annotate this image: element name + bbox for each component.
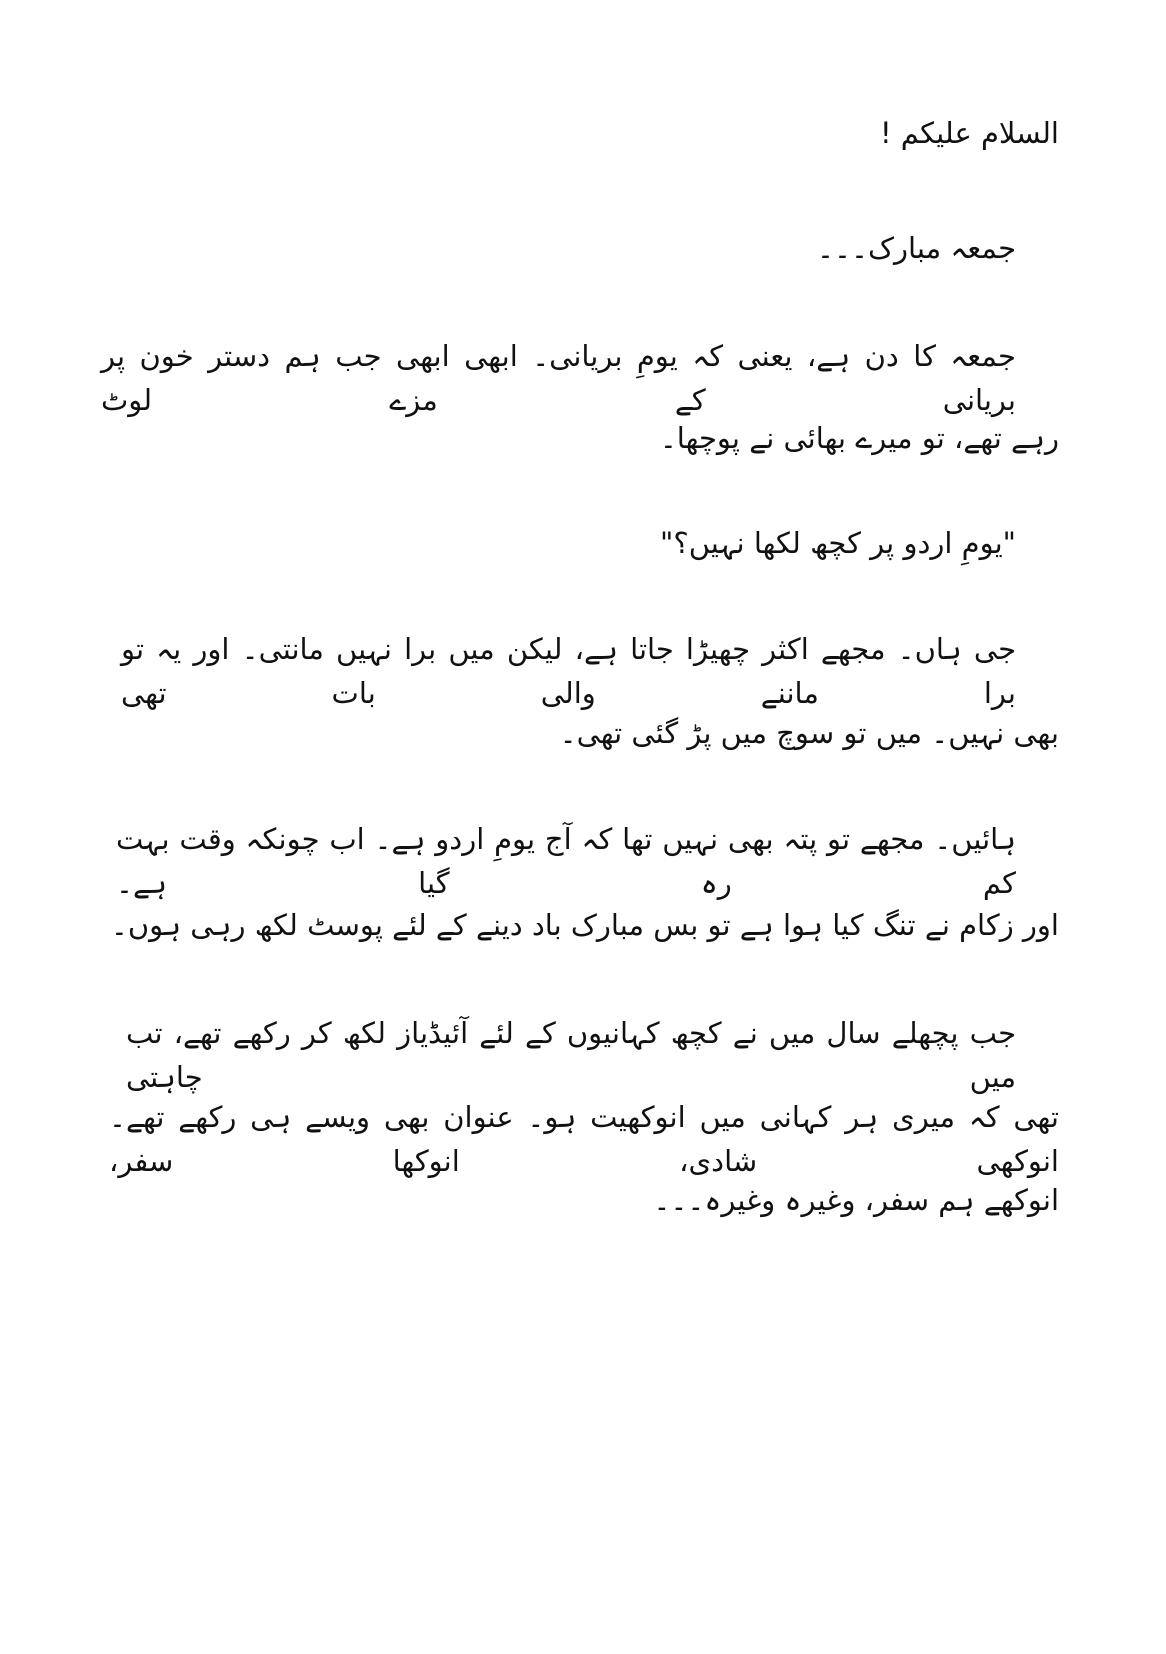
paragraph-2-line-1: "یومِ اردو پر کچھ لکھا نہیں؟" [659,526,1016,560]
greeting: السلام علیکم ! [879,116,1059,150]
paragraph-5-line-1: جب پچھلے سال میں نے کچھ کہانیوں کے لئے آئیڈیاز لکھ کر رکھے تھے، تب میں چاہتی [126,1016,1016,1094]
subheading: جمعہ مبارک۔۔۔ [817,231,1016,265]
paragraph-1-line-1: جمعہ کا دن ہے، یعنی کہ یومِ بریانی۔ ابھی ابھی جب ہم دستر خون پر بریانی کے مزے لوٹ [101,339,1016,417]
paragraph-3-line-2: بھی نہیں۔ میں تو سوچ میں پڑ گئی تھی۔ [559,716,1059,750]
paragraph-1-line-2: رہے تھے، تو میرے بھائی نے پوچھا۔ [659,421,1059,455]
paragraph-3-line-1: جی ہاں۔ مجھے اکثر چھیڑا جاتا ہے، لیکن میں برا نہیں مانتی۔ اور یہ تو برا ماننے والی بات تھی [121,632,1016,710]
paragraph-5-line-2: تھی کہ میری ہر کہانی میں انوکھیت ہو۔ عنوان بھی ویسے ہی رکھے تھے۔ انوکھی شادی، انوکھا سفر، [109,1100,1059,1178]
paragraph-4-line-2: اور زکام نے تنگ کیا ہوا ہے تو بس مبارک باد دینے کے لئے پوسٹ لکھ رہی ہوں۔ [110,908,1059,942]
paragraph-5-line-3: انوکھے ہم سفر، وغیرہ وغیرہ۔۔۔ [653,1183,1059,1217]
paragraph-4-line-1: ہائیں۔ مجھے تو پتہ بھی نہیں تھا کہ آج یومِ اردو ہے۔ اب چونکہ وقت بہت کم رہ گیا ہے۔ [116,822,1016,900]
